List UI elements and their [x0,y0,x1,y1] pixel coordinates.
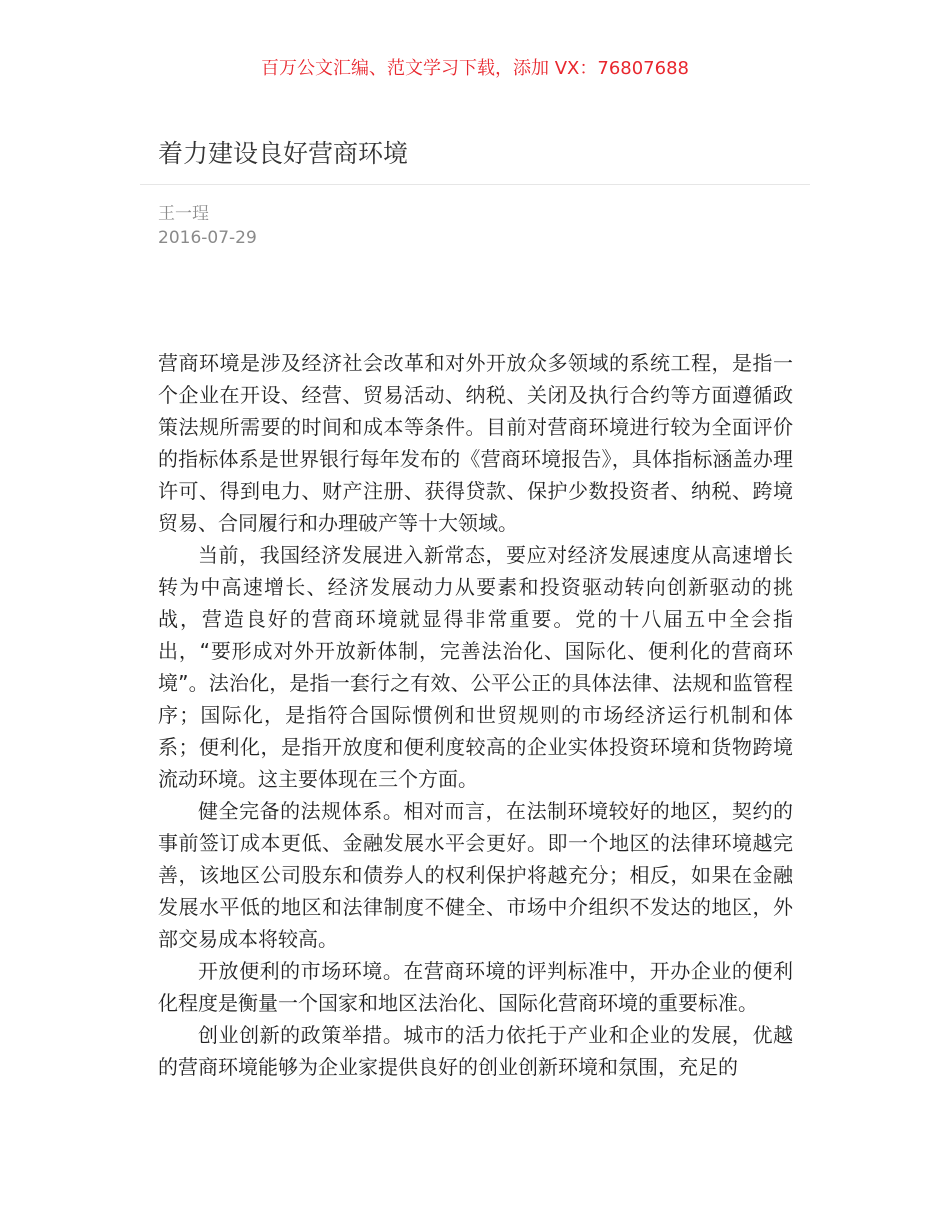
article-body [158,347,793,1083]
paragraph: 当前，我国经济发展进入新常态，要应对经济发展速度从高速增长转为中高速增长、经济发展动力从要素和投资驱动转向创新驱动的挑战，营造良好的营商环境就显得非常重要。党的十八届五中全会指出，“要形成对外开放新体制，完善法治化、国际化、便利化的营商环境”。法治化，是指一套行之有效、公平公正的具体法律、法规和监管程序；国际化，是指符合国际惯例和世贸规则的市场经济运行机制和体系；便利化，是指开放度和便利度较高的企业实体投资环境和货物跨境流动环境。这主要体现在三个方面。 [158,543,793,791]
paragraph: 营商环境是涉及经济社会改革和对外开放众多领域的系统工程，是指一个企业在开设、经营、贸易活动、纳税、关闭及执行合约等方面遵循政策法规所需要的时间和成本等条件。目前对营商环境进行较为全面评价的指标体系是世界银行每年发布的《营商环境报告》，具体指标涵盖办理许可、得到电力、财产注册、获得贷款、保护少数投资者、纳税、跨境贸易、合同履行和办理破产等十大领域。 [158,351,793,535]
article-author: 王一珵 [158,204,209,224]
paragraph: 创业创新的政策举措。城市的活力依托于产业和企业的发展，优越的营商环境能够为企业家提供良好的创业创新环境和氛围，充足的 [158,1023,793,1079]
article-title: 着力建设良好营商环境 [158,139,409,168]
paragraph: 开放便利的市场环境。在营商环境的评判标准中，开办企业的便利化程度是衡量一个国家和地区法治化、国际化营商环境的重要标准。 [158,959,793,1015]
paragraph: 健全完备的法规体系。相对而言，在法制环境较好的地区，契约的事前签订成本更低、金融发展水平会更好。即一个地区的法律环境越完善，该地区公司股东和债券人的权利保护将越充分；相反，如果在金融发展水平低的地区和法律制度不健全、市场中介组织不发达的地区，外部交易成本将较高。 [158,799,793,951]
promo-banner: 百万公文汇编、范文学习下载，添加 VX：76807688 [261,58,689,79]
article-date: 2016-07-29 [158,228,257,248]
title-divider [140,184,810,185]
